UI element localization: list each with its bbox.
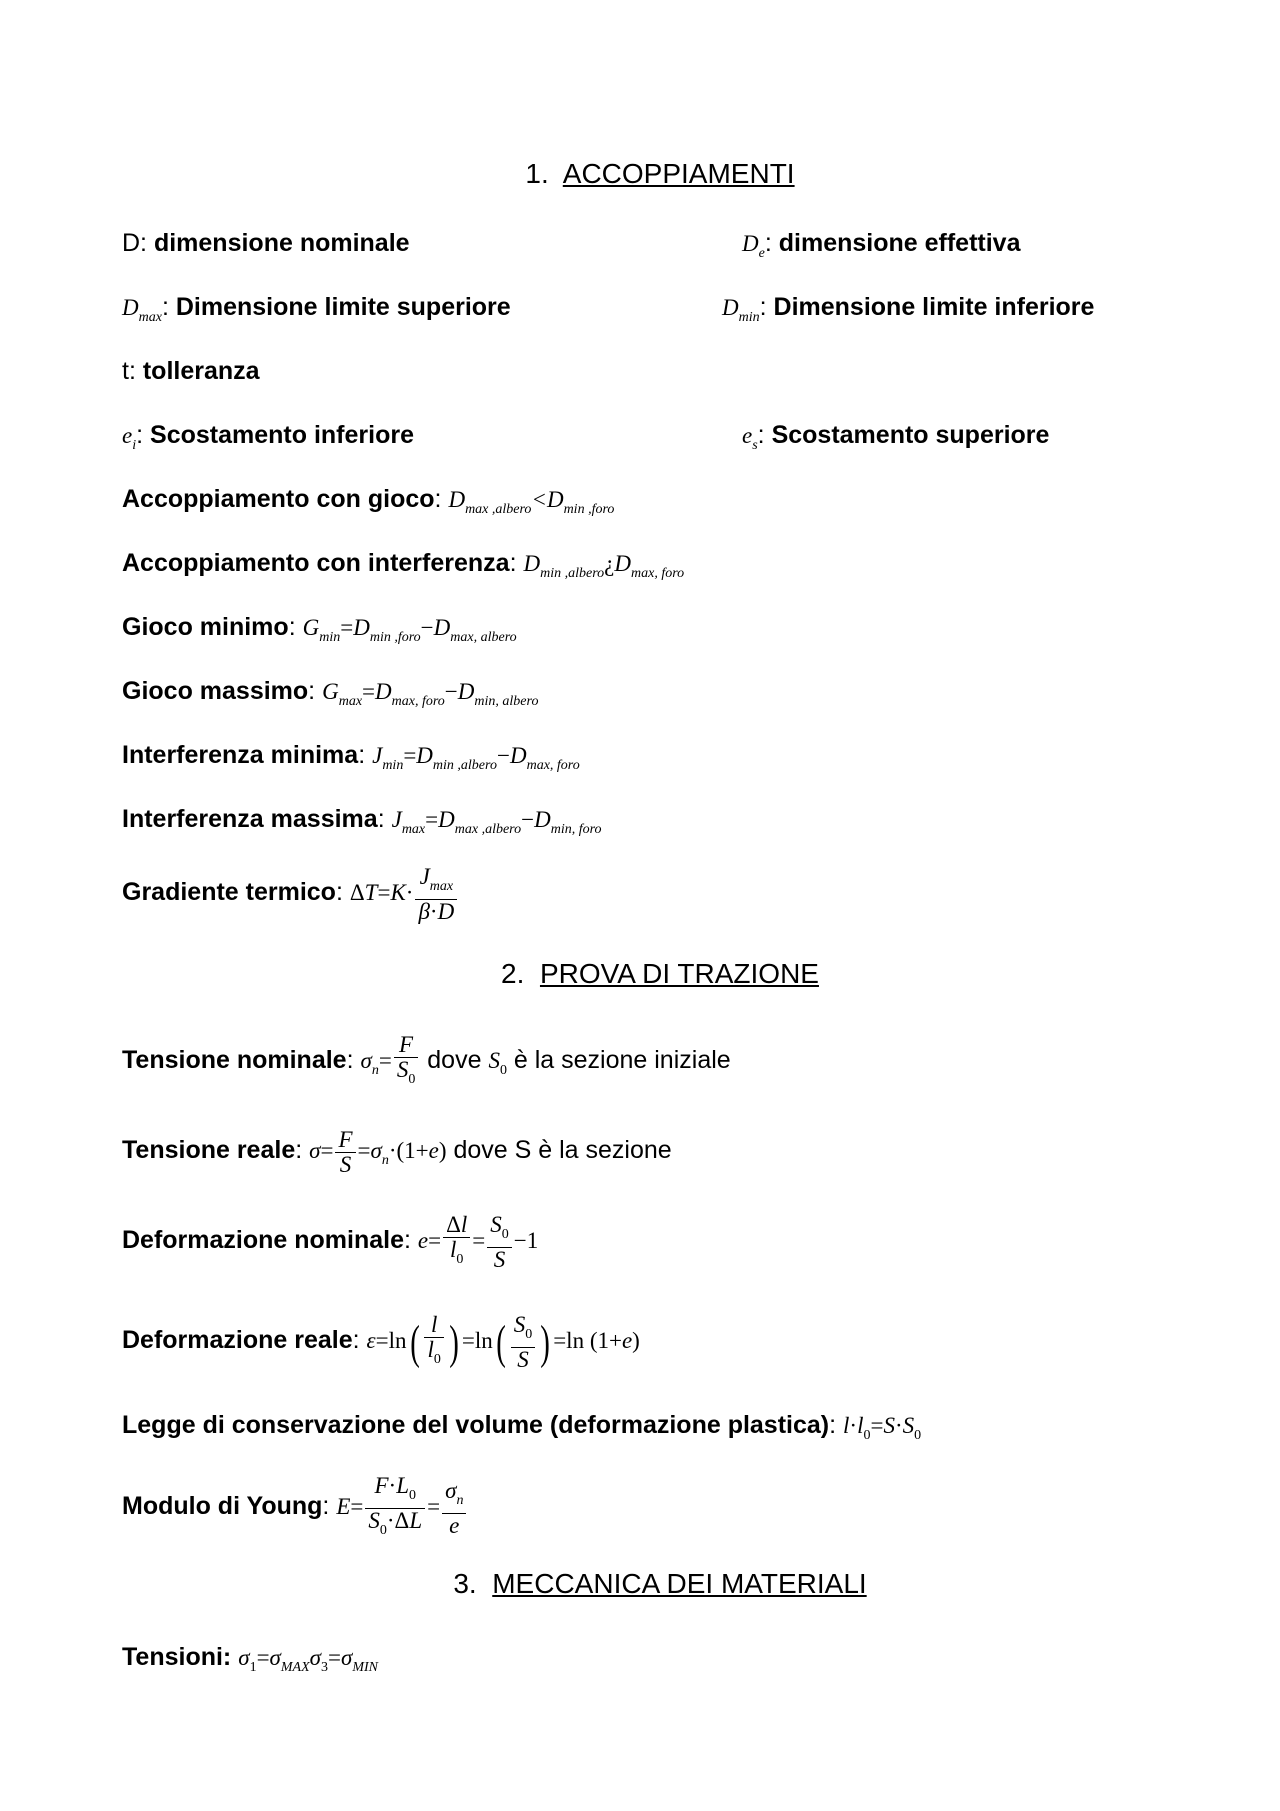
def-text: dimensione nominale xyxy=(153,229,410,257)
formula-expression: e= $\frac{\Delta l}{l_0}$ = $\frac{S_0}{S}$ −1 xyxy=(417,1212,539,1273)
formula-label: Accoppiamento con gioco xyxy=(122,485,435,513)
def-D xyxy=(122,228,410,258)
def-symbol: e xyxy=(122,423,133,448)
formula-gradiente-termico: Gradiente termico: ΔT=K· $\frac{J_{max}}{\beta\cdot D}$ xyxy=(122,862,459,924)
def-text: tolleranza xyxy=(142,357,260,385)
def-text: dimensione effettiva xyxy=(778,229,1021,257)
formula-expression: $G_{max}=D_{max, foro}-D_{min, albero}$ xyxy=(322,679,539,709)
def-ei: $e_i$: Scostamento inferiore xyxy=(122,421,414,453)
formula-expression: $\sigma_n=$ $\frac{F}{S_0}$ xyxy=(360,1048,420,1073)
formula-label: Gioco massimo xyxy=(122,677,309,705)
formula-expression: $l\cdot l_0=S\cdot S_0$ xyxy=(843,1413,922,1443)
section-title: PROVA DI TRAZIONE xyxy=(539,958,819,989)
def-subscript: min xyxy=(738,310,760,325)
formula-label: Interferenza massima xyxy=(122,805,378,833)
section-number: 3. xyxy=(453,1568,477,1599)
formula-note: dove $S_0$ è la sezione iniziale xyxy=(427,1046,731,1078)
def-symbol: D: xyxy=(122,229,154,257)
formula-label: Gioco minimo xyxy=(122,613,289,641)
section-number: 1. xyxy=(525,158,549,189)
def-es: $e_s$: Scostamento superiore xyxy=(742,421,1050,453)
formula-interferenza-minima: Interferenza minima: $J_{min}=D_{min ,albero}-D_{max, foro}$ xyxy=(122,741,580,773)
def-text: Scostamento inferiore xyxy=(150,421,414,449)
formula-expression: $D_{max ,albero}<D_{min ,foro}$ xyxy=(448,487,615,517)
formula-expression: ε=ln( $\frac{l}{l_0}$ ) =ln( $\frac{S_0}{S}$ ) =ln (1+e) xyxy=(366,1312,640,1373)
formula-label: Deformazione nominale xyxy=(122,1226,404,1254)
formula-label: Modulo di Young xyxy=(122,1492,323,1520)
section-heading-3 xyxy=(0,1568,1280,1600)
def-text: Dimensione limite superiore xyxy=(175,293,511,321)
formula-expression: ΔT=K· $\frac{J_{max}}{\beta\cdot D}$ xyxy=(350,880,459,905)
formula-expression: $D_{min ,albero}¿D_{max, foro}$ xyxy=(523,551,685,581)
formula-tensione-nominale: Tensione nominale: $\sigma_n=$ $\frac{F}{S_0}$ dove $S_0$ è la sezione iniziale xyxy=(122,1032,731,1088)
def-Dmax: $D_{max}$: Dimensione limite superiore xyxy=(122,293,511,325)
def-De: $D_e$: dimensione effettiva xyxy=(742,229,1021,261)
def-symbol: D xyxy=(742,231,759,256)
formula-label: Tensione nominale xyxy=(122,1046,347,1074)
formula-expression: $\sigma_1=\sigma_{MAX}\sigma_3=\sigma_{MIN}$ xyxy=(238,1645,378,1675)
formula-expression: $J_{max}=D_{max ,albero}-D_{min, foro}$ xyxy=(391,807,602,837)
formula-label: Legge di conservazione del volume (deformazione plastica) xyxy=(122,1411,830,1439)
formula-gioco: Accoppiamento con gioco: $D_{max ,albero}<D_{min ,foro}$ xyxy=(122,485,615,517)
formula-interferenza: Accoppiamento con interferenza: $D_{min ,albero}¿D_{max, foro}$ xyxy=(122,549,685,581)
formula-expression: $J_{min}=D_{min ,albero}-D_{max, foro}$ xyxy=(372,743,580,773)
def-symbol: e xyxy=(742,423,753,448)
formula-label: Tensione reale xyxy=(122,1136,296,1164)
formula-label: Deformazione reale xyxy=(122,1326,353,1354)
section-title: ACCOPPIAMENTI xyxy=(562,158,795,189)
formula-expression: $G_{min}=D_{min ,foro}-D_{max, albero}$ xyxy=(302,615,517,645)
formula-modulo-young: Modulo di Young: E= $\frac{F\cdot L_0}{S_0\cdot\Delta L}$ = $\frac{\sigma_n}{e}$ xyxy=(122,1474,468,1543)
def-subscript: max xyxy=(138,310,162,325)
def-t xyxy=(122,356,260,386)
formula-tensioni xyxy=(122,1642,378,1683)
formula-tensione-reale: Tensione reale: σ= $\frac{F}{S}$ $=\sigma_n\cdot(1+e)$ dove S è la sezione xyxy=(122,1127,672,1178)
def-subscript: i xyxy=(132,438,137,453)
def-Dmin: $D_{min}$: Dimensione limite inferiore xyxy=(722,293,1095,325)
formula-label: Tensioni: xyxy=(122,1643,232,1671)
formula-expression: E= $\frac{F\cdot L_0}{S_0\cdot\Delta L}$ = $\frac{\sigma_n}{e}$ xyxy=(336,1494,468,1519)
section-number: 2. xyxy=(501,958,525,989)
def-subscript: s xyxy=(752,438,758,453)
formula-label: Accoppiamento con interferenza xyxy=(122,549,510,577)
formula-label: Gradiente termico xyxy=(122,878,336,906)
formula-label: Interferenza minima xyxy=(122,741,359,769)
def-symbol: D xyxy=(722,295,739,320)
formula-deformazione-reale: Deformazione reale: ε=ln( $\frac{l}{l_0}$ ) =ln( $\frac{S_0}{S}$ ) =ln (1+e) xyxy=(122,1312,640,1373)
section-heading-2 xyxy=(0,958,1280,990)
def-symbol: D xyxy=(122,295,139,320)
formula-expression: σ= $\frac{F}{S}$ $=\sigma_n\cdot(1+e)$ xyxy=(309,1127,447,1178)
formula-interferenza-massima: Interferenza massima: $J_{max}=D_{max ,albero}-D_{min, foro}$ xyxy=(122,805,602,837)
def-text: Dimensione limite inferiore xyxy=(773,293,1095,321)
section-title: MECCANICA DEI MATERIALI xyxy=(492,1568,867,1599)
formula-gioco-massimo: Gioco massimo: $G_{max}=D_{max, foro}-D_{min, albero}$ xyxy=(122,677,539,709)
def-symbol: t: xyxy=(122,357,143,385)
def-subscript: e xyxy=(758,246,765,261)
formula-conservazione-volume: Legge di conservazione del volume (deformazione plastica): $l\cdot l_0=S\cdot S_0$ xyxy=(122,1411,922,1443)
section-heading-1 xyxy=(0,158,1280,190)
formula-note: dove S è la sezione xyxy=(453,1136,672,1164)
def-text: Scostamento superiore xyxy=(771,421,1050,449)
formula-gioco-minimo: Gioco minimo: $G_{min}=D_{min ,foro}-D_{max, albero}$ xyxy=(122,613,517,645)
formula-deformazione-nominale: Deformazione nominale: e= $\frac{\Delta l}{l_0}$ = $\frac{S_0}{S}$ −1 xyxy=(122,1212,539,1273)
